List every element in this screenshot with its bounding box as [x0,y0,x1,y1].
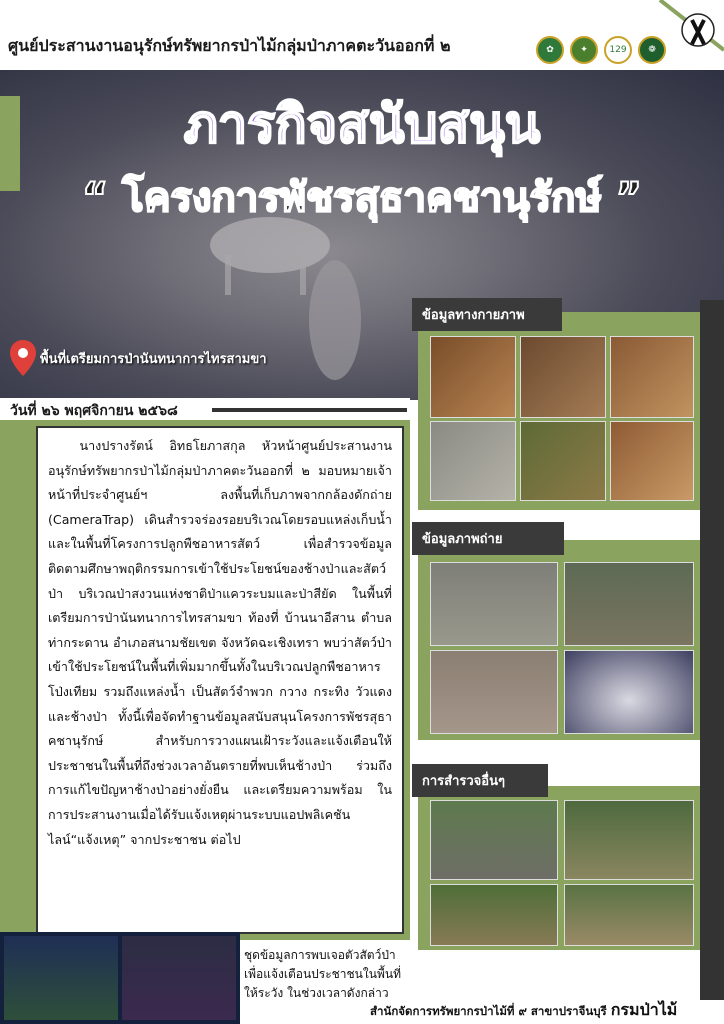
data-infographic-thumbnails [0,932,240,1024]
infographic-1 [4,936,118,1020]
page-title: ภารกิจสนับสนุน [183,95,541,155]
infographic-2 [122,936,236,1020]
emblem-1-icon: ✿ [536,36,564,64]
laptop-photo [564,800,694,880]
article-box [36,426,404,934]
footprint-photo-6 [610,421,694,501]
other-section-tab: การสำรวจอื่นๆ [412,764,548,797]
footprint-photo-5 [520,421,606,501]
location-label: พื้นที่เตรียมการป่านันทนาการไทรสามขา [40,351,267,367]
caption-line-1: ชุดข้อมูลการพบเจอตัวสัตว์ป่า [244,948,396,962]
caption-line-2: เพื่อแจ้งเตือนประชาชนในพื้นที่ [244,967,401,981]
right-dark-bar [700,300,724,1000]
survey-photo-2 [564,884,694,946]
office-name: สำนักจัดการทรัพยากรป่าไม้ที่ ๙ สาขาปราจีนบุรี [370,1004,607,1018]
emblem-2-icon: ✦ [570,36,598,64]
truck-photo [430,800,558,880]
footprint-photo-3 [610,336,694,418]
mourning-ribbon-icon [650,0,724,60]
department-name: กรมป่าไม้ [610,1000,678,1019]
map-pin-icon [10,340,36,376]
footprint-photo-1 [430,336,516,418]
banteng-photo [564,650,694,734]
emblem-4-icon: ❁ [638,36,666,64]
photo-section-tab: ข้อมูลภาพถ่าย [412,522,564,555]
date-divider [212,408,407,412]
footprint-photo-2 [520,336,606,418]
emblem-129-icon: 129 [604,36,632,64]
header-title: ศูนย์ประสานงานอนุรักษ์ทรัพยากรป่าไม้กลุ่มป่าภาคตะวันออกที่ ๒ [8,36,451,55]
gaur-photo [564,562,694,646]
office-footer [370,998,677,1023]
elephant-herd-photo [430,650,558,734]
footprint-photo-4 [430,421,516,501]
caption-line-3: ให้ระวัง ในช่วงเวลาดังกล่าว [244,986,389,1000]
date-label: วันที่ ๒๖ พฤศจิกายน ๒๕๖๘ [10,403,178,419]
article-text: นางปรางรัตน์ อิทธโยภาสกุล หัวหน้าศูนย์ประสานงานอนุรักษ์ทรัพยากรป่าไม้กลุ่มป่าภาคตะวันออกที่ ๒ มอบหมายเจ้าหน้าที่ประจำศูนย์ฯ ลงพื้นที่เก็บภาพจากกล้องดักถ่าย (CameraTrap) เดินสำรวจร่องรอยบริเวณโดยรอบแหล่งเก็บน้ำและในพื้นที่โครงการปลูกพืชอาหารสัตว์ เพื่อสำรวจข้อมูลติดตามศึกษาพฤติกรรมการเข้าใช้ประโยชน์ของช้างป่าและสัตว์ป่า บริเวณป่าสงวนแห่งชาติป่าแควระบมและป่าสียัด ในพื้นที่เตรียมการป่านันทนาการไทรสามขา ท้องที่ บ้านนาอีสาน ตำบลท่ากระดาน อำเภอสนามชัยเขต จังหวัดฉะเชิงเทรา พบว่าสัตว์ป่าเข้าใช้ประโยชน์ในพื้นที่เพิ่มมากขึ้นทั้งในบริเวณปลูกพืชอาหารโป่งเทียม รวมถึงแหล่งน้ำ เป็นสัตว์จำพวก กวาง กระทิง วัวแดง และช้างป่า ทั้งนี้เพื่อจัดทำฐานข้อมูลสนับสนุนโครงการพัชรสุธาคชานุรักษ์ สำหรับการวางแผนเฝ้าระวังและแจ้งเตือนให้ประชาชนในพื้นที่ถึงช่วงเวลาอันตรายที่พบเห็นช้างป่า ร่วมถึงการแก้ไขปัญหาช้างป่าอย่างยั่งยืน และเตรียมความพร้อม ในการประสานงานเมื่อได้รับแจ้งเหตุผ่านระบบแอปพลิเคชันไลน์“แจ้งเหตุ” จากประชาชน ต่อไป [48,438,392,847]
location [10,340,267,376]
page-subtitle: “ โครงการพัชรสุธาคชานุรักษ์ ” [82,175,642,221]
elephant-photo-1 [430,562,558,646]
caption [244,946,401,1003]
survey-photo-1 [430,884,558,946]
physical-section-tab: ข้อมูลทางกายภาพ [412,298,562,331]
